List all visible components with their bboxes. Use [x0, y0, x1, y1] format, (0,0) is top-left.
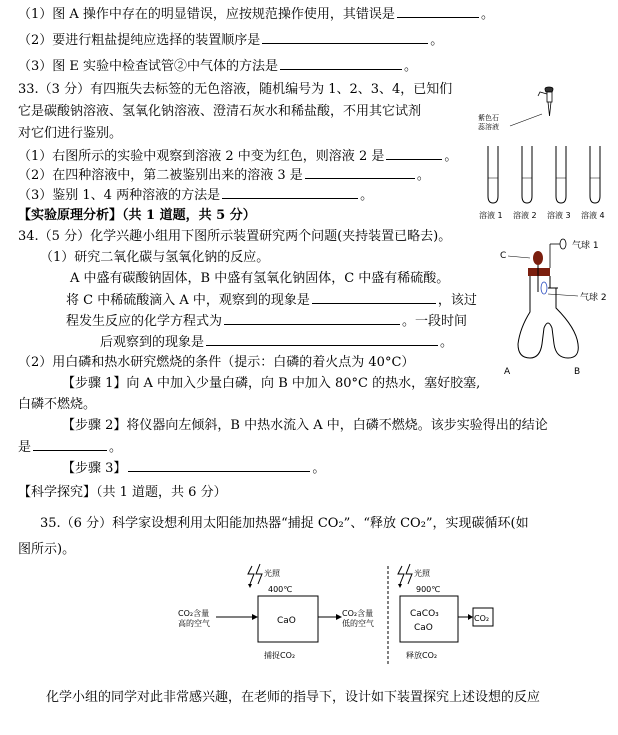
- answer-blank[interactable]: [222, 186, 358, 199]
- release-label: 释放CO₂: [406, 651, 438, 660]
- q32-line3: （3）图 E 实验中检查试管②中气体的方法是 。: [18, 59, 418, 74]
- caco3-label: CaCO₃: [410, 609, 439, 619]
- carbon-cycle-diagram: [160, 562, 520, 674]
- dropper-icon: [538, 87, 553, 116]
- q34-line5: 程发生反应的化学方程式为 。一段时间: [66, 314, 468, 329]
- input-air-label: CO₂含量: [178, 609, 210, 618]
- q35-line2: 图所示)。: [18, 542, 76, 557]
- q34-line4: 将 C 中稀硫酸滴入 A 中，观察到的现象是 ，该过: [66, 293, 477, 308]
- test-tube: [522, 146, 532, 203]
- q32-line2: （2）要进行粗盐提纯应选择的装置顺序是 。: [18, 33, 444, 48]
- q33-line1: 33.（3 分）有四瓶失去标签的无色溶液，随机编号为 1、2、3、4，已知们: [18, 82, 453, 97]
- answer-blank[interactable]: [305, 166, 415, 179]
- q34-step3: 【步骤 3】 。: [62, 461, 326, 476]
- test-tube: [556, 146, 566, 203]
- temp-label: 900℃: [416, 585, 441, 594]
- temp-label: 400℃: [268, 585, 293, 594]
- test-tube: [488, 146, 498, 203]
- output-air-label: CO₂含量: [342, 609, 374, 618]
- q35-line3: 化学小组的同学对此非常感兴趣，在老师的指导下，设计如下装置探究上述设想的反应: [46, 690, 541, 705]
- light-label: 光照: [414, 569, 430, 578]
- label-c: C: [500, 251, 507, 261]
- release-reactor: [400, 596, 458, 642]
- answer-blank[interactable]: [128, 459, 310, 472]
- balloon2-label: 气球 2: [580, 293, 607, 303]
- balloon-icon: [541, 282, 547, 294]
- q34-line3: A 中盛有碳酸钠固体，B 中盛有氢氧化钠固体，C 中盛有稀硫酸。: [70, 271, 450, 286]
- balloon-icon: [560, 239, 566, 249]
- q33-line3: 对它们进行鉴别。: [18, 126, 123, 141]
- q32-line1: （1）图 A 操作中存在的明显错误，应按规范操作使用，其错误是 。: [18, 7, 494, 22]
- test-tube: [590, 146, 600, 203]
- test-tubes-figure: [470, 86, 618, 222]
- label-a: A: [504, 367, 511, 377]
- q33-sub2: （2）在四种溶液中，第二被鉴别出来的溶液 3 是 。: [18, 168, 430, 183]
- q33-line2: 它是碳酸钠溶液、氢氧化钠溶液、澄清石灰水和稀盐酸，不用其它试剂: [18, 104, 422, 119]
- answer-blank[interactable]: [280, 57, 402, 70]
- co2-label: CO₂: [474, 614, 490, 623]
- q34-step2-cont: 是 。: [18, 440, 123, 455]
- q34-line2: （1）研究二氧化碳与氢氧化钠的反应。: [40, 250, 270, 265]
- light-label: 光照: [264, 569, 280, 578]
- tube-label: 溶液 4: [581, 211, 605, 220]
- section-heading-explore: 【科学探究】（共 1 道题，共 6 分）: [18, 485, 227, 500]
- q34-line7: （2）用白磷和热水研究燃烧的条件（提示：白磷的着火点为 40°C）: [18, 355, 415, 370]
- tube-label: 溶液 2: [513, 211, 537, 220]
- answer-blank[interactable]: [206, 333, 438, 346]
- answer-blank[interactable]: [224, 312, 400, 325]
- answer-blank[interactable]: [386, 147, 442, 160]
- input-air-label: 高的空气: [178, 619, 210, 628]
- answer-blank[interactable]: [262, 31, 428, 44]
- tube-label: 溶液 1: [479, 211, 503, 220]
- q33-sub1: （1）右图所示的实验中观察到溶液 2 中变为红色，则溶液 2 是 。: [18, 149, 458, 164]
- q34-line6: 后观察到的现象是 。: [100, 335, 454, 350]
- y-tube-apparatus-figure: [496, 232, 618, 380]
- dropper-bulb: [533, 251, 543, 265]
- answer-blank[interactable]: [397, 5, 479, 18]
- section-heading-analysis: 【实验原理分析】（共 1 道题，共 5 分）: [18, 208, 256, 223]
- q34-step1-cont: 白磷不燃烧。: [18, 397, 97, 412]
- answer-blank[interactable]: [312, 291, 436, 304]
- q35-line1: 35.（6 分）科学家设想利用太阳能加热器“捕捉 CO₂”、“释放 CO₂”，实现碳循环(如: [40, 516, 529, 531]
- balloon1-label: 气球 1: [572, 241, 599, 251]
- cao-label: CaO: [277, 616, 296, 626]
- q34-line1: 34.（5 分）化学兴趣小组用下图所示装置研究两个问题(夹持装置已略去)。: [18, 229, 452, 244]
- reagent-label: 紫色石: [478, 114, 499, 122]
- q33-sub3: （3）鉴别 1、4 两种溶液的方法是 。: [18, 188, 374, 203]
- answer-blank[interactable]: [33, 438, 107, 451]
- rubber-stopper: [528, 268, 550, 276]
- cao-label: CaO: [414, 623, 433, 633]
- reagent-label: 蕊溶液: [478, 123, 499, 131]
- capture-label: 捕捉CO₂: [264, 651, 296, 660]
- tube-label: 溶液 3: [547, 211, 571, 220]
- q34-step1: 【步骤 1】向 A 中加入少量白磷，向 B 中加入 80°C 的热水，塞好胶塞,: [62, 376, 481, 391]
- output-air-label: 低的空气: [342, 619, 374, 628]
- label-b: B: [574, 367, 581, 377]
- q34-step2: 【步骤 2】将仪器向左倾斜，B 中热水流入 A 中，白磷不燃烧。该步实验得出的结论: [62, 418, 548, 433]
